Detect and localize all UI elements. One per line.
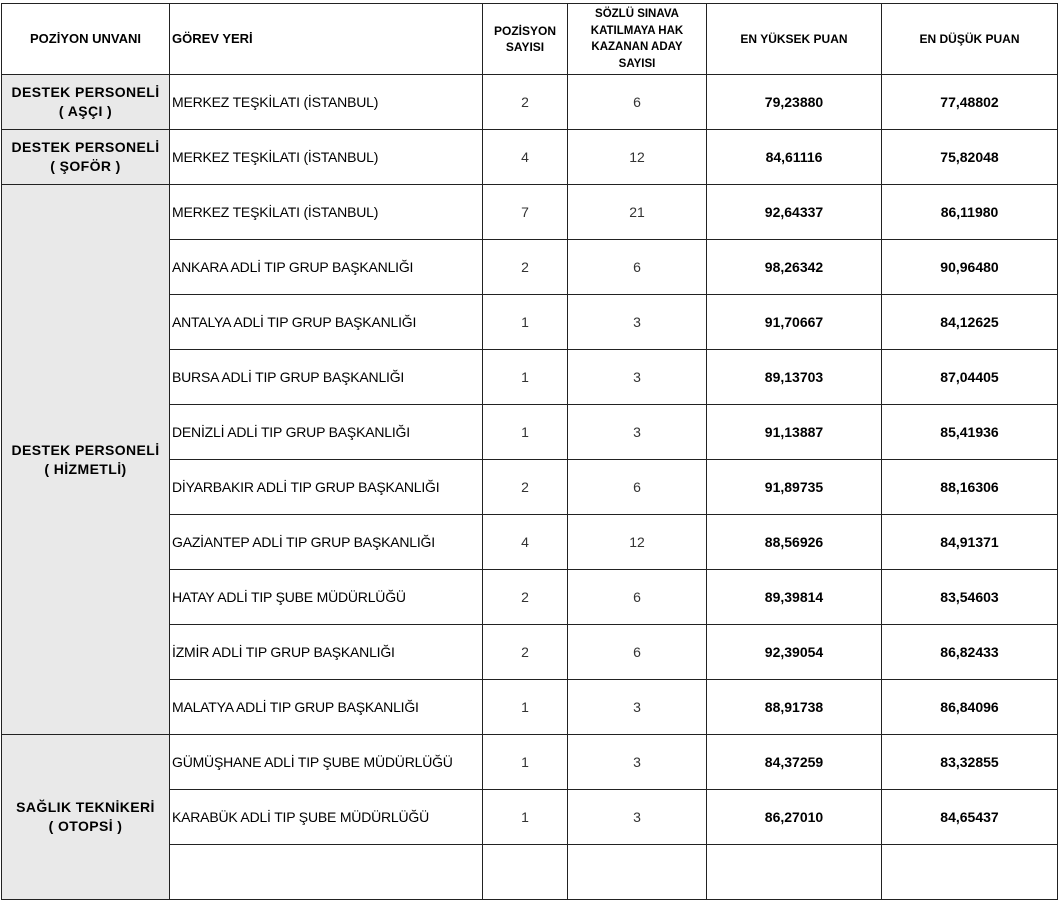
lowest-score-cell: 84,12625 <box>882 295 1058 350</box>
header-position-count <box>483 4 568 75</box>
position-count-cell: 4 <box>483 515 568 570</box>
position-count-cell: 1 <box>483 680 568 735</box>
lowest-score-cell: 84,91371 <box>882 515 1058 570</box>
results-table <box>1 3 1058 900</box>
duty-location-cell: DİYARBAKIR ADLİ TIP GRUP BAŞKANLIĞI <box>170 460 483 515</box>
lowest-score-cell: 86,84096 <box>882 680 1058 735</box>
position-title-cell <box>2 75 170 130</box>
duty-location-cell: MERKEZ TEŞKİLATI (İSTANBUL) <box>170 185 483 240</box>
duty-location-cell: DENİZLİ ADLİ TIP GRUP BAŞKANLIĞI <box>170 405 483 460</box>
position-count-cell: 1 <box>483 735 568 790</box>
header-candidate-count-line: SÖZLÜ SINAVA <box>595 8 679 20</box>
table-row <box>2 185 1058 240</box>
duty-location-cell: MALATYA ADLİ TIP GRUP BAŞKANLIĞI <box>170 680 483 735</box>
lowest-score-cell: 85,41936 <box>882 405 1058 460</box>
candidate-count-cell: 6 <box>568 460 707 515</box>
duty-location-cell: MERKEZ TEŞKİLATI (İSTANBUL) <box>170 75 483 130</box>
table-row <box>2 735 1058 790</box>
highest-score-cell: 91,89735 <box>707 460 882 515</box>
highest-score-cell: 89,13703 <box>707 350 882 405</box>
position-title-line: ( ŞOFÖR ) <box>50 158 121 174</box>
candidate-count-cell: 6 <box>568 625 707 680</box>
highest-score-cell: 92,64337 <box>707 185 882 240</box>
candidate-count-cell: 6 <box>568 75 707 130</box>
position-count-cell: 2 <box>483 75 568 130</box>
position-count-cell: 1 <box>483 295 568 350</box>
lowest-score-cell: 87,04405 <box>882 350 1058 405</box>
position-count-cell: 4 <box>483 130 568 185</box>
candidate-count-cell: 3 <box>568 350 707 405</box>
header-duty-location: GÖREV YERİ <box>170 4 483 75</box>
position-count-cell: 1 <box>483 790 568 845</box>
duty-location-cell: GAZİANTEP ADLİ TIP GRUP BAŞKANLIĞI <box>170 515 483 570</box>
highest-score-cell: 98,26342 <box>707 240 882 295</box>
header-row <box>2 4 1058 75</box>
table-body <box>2 75 1058 900</box>
candidate-count-cell: 3 <box>568 295 707 350</box>
table-row <box>2 75 1058 130</box>
header-candidate-count-line: SAYISI <box>618 57 656 70</box>
highest-score-cell: 79,23880 <box>707 75 882 130</box>
position-title-cell <box>2 185 170 735</box>
highest-score-cell: 88,91738 <box>707 680 882 735</box>
candidate-count-cell: 6 <box>568 240 707 295</box>
header-position-count-line: SAYISI <box>505 40 545 54</box>
lowest-score-cell: 83,54603 <box>882 570 1058 625</box>
candidate-count-cell: 3 <box>568 405 707 460</box>
highest-score-cell: 84,61116 <box>707 130 882 185</box>
position-title-cell <box>2 130 170 185</box>
lowest-score-cell: 86,82433 <box>882 625 1058 680</box>
table-row <box>2 130 1058 185</box>
lowest-score-cell: 88,16306 <box>882 460 1058 515</box>
lowest-score-cell: 75,82048 <box>882 130 1058 185</box>
table-header <box>2 4 1058 75</box>
lowest-score-cell: 90,96480 <box>882 240 1058 295</box>
highest-score-cell: 88,56926 <box>707 515 882 570</box>
position-count-cell <box>483 845 568 900</box>
duty-location-cell: MERKEZ TEŞKİLATI (İSTANBUL) <box>170 130 483 185</box>
highest-score-cell: 84,37259 <box>707 735 882 790</box>
position-title-cell <box>2 735 170 900</box>
header-candidate-count <box>568 4 707 75</box>
duty-location-cell: BURSA ADLİ TIP GRUP BAŞKANLIĞI <box>170 350 483 405</box>
candidate-count-cell: 3 <box>568 735 707 790</box>
header-candidate-count-line: KAZANAN ADAY <box>591 41 683 53</box>
highest-score-cell: 92,39054 <box>707 625 882 680</box>
candidate-count-cell: 6 <box>568 570 707 625</box>
candidate-count-cell: 21 <box>568 185 707 240</box>
position-title-line: SAĞLIK TEKNİKERİ <box>16 799 155 815</box>
position-title-line: DESTEK PERSONELİ <box>11 84 160 100</box>
position-count-cell: 1 <box>483 350 568 405</box>
duty-location-cell: HATAY ADLİ TIP ŞUBE MÜDÜRLÜĞÜ <box>170 570 483 625</box>
candidate-count-cell <box>568 845 707 900</box>
highest-score-cell <box>707 845 882 900</box>
header-position-title: POZİYON UNVANI <box>2 4 170 75</box>
header-highest-score: EN YÜKSEK PUAN <box>707 4 882 75</box>
position-title-line: DESTEK PERSONELİ <box>11 441 160 458</box>
lowest-score-cell: 86,11980 <box>882 185 1058 240</box>
highest-score-cell: 91,70667 <box>707 295 882 350</box>
position-count-cell: 2 <box>483 460 568 515</box>
duty-location-cell <box>170 845 483 900</box>
position-title-line: ( HİZMETLİ) <box>44 460 127 477</box>
position-title-line: ( AŞÇI ) <box>58 103 113 119</box>
lowest-score-cell: 84,65437 <box>882 790 1058 845</box>
position-count-cell: 2 <box>483 625 568 680</box>
position-count-cell: 1 <box>483 405 568 460</box>
candidate-count-cell: 3 <box>568 790 707 845</box>
highest-score-cell: 91,13887 <box>707 405 882 460</box>
position-title-line: DESTEK PERSONELİ <box>11 139 160 155</box>
header-position-count-line: POZİSYON <box>493 24 556 38</box>
header-candidate-count-line: KATILMAYA HAK <box>590 24 684 37</box>
lowest-score-cell: 83,32855 <box>882 735 1058 790</box>
position-count-cell: 2 <box>483 570 568 625</box>
position-count-cell: 7 <box>483 185 568 240</box>
candidate-count-cell: 3 <box>568 680 707 735</box>
lowest-score-cell: 77,48802 <box>882 75 1058 130</box>
duty-location-cell: GÜMÜŞHANE ADLİ TIP ŞUBE MÜDÜRLÜĞÜ <box>170 735 483 790</box>
duty-location-cell: İZMİR ADLİ TIP GRUP BAŞKANLIĞI <box>170 625 483 680</box>
duty-location-cell: ANKARA ADLİ TIP GRUP BAŞKANLIĞI <box>170 240 483 295</box>
highest-score-cell: 86,27010 <box>707 790 882 845</box>
candidate-count-cell: 12 <box>568 130 707 185</box>
header-lowest-score: EN DÜŞÜK PUAN <box>882 4 1058 75</box>
lowest-score-cell <box>882 845 1058 900</box>
duty-location-cell: ANTALYA ADLİ TIP GRUP BAŞKANLIĞI <box>170 295 483 350</box>
duty-location-cell: KARABÜK ADLİ TIP ŞUBE MÜDÜRLÜĞÜ <box>170 790 483 845</box>
position-title-line: ( OTOPSİ ) <box>48 818 123 834</box>
position-count-cell: 2 <box>483 240 568 295</box>
highest-score-cell: 89,39814 <box>707 570 882 625</box>
candidate-count-cell: 12 <box>568 515 707 570</box>
